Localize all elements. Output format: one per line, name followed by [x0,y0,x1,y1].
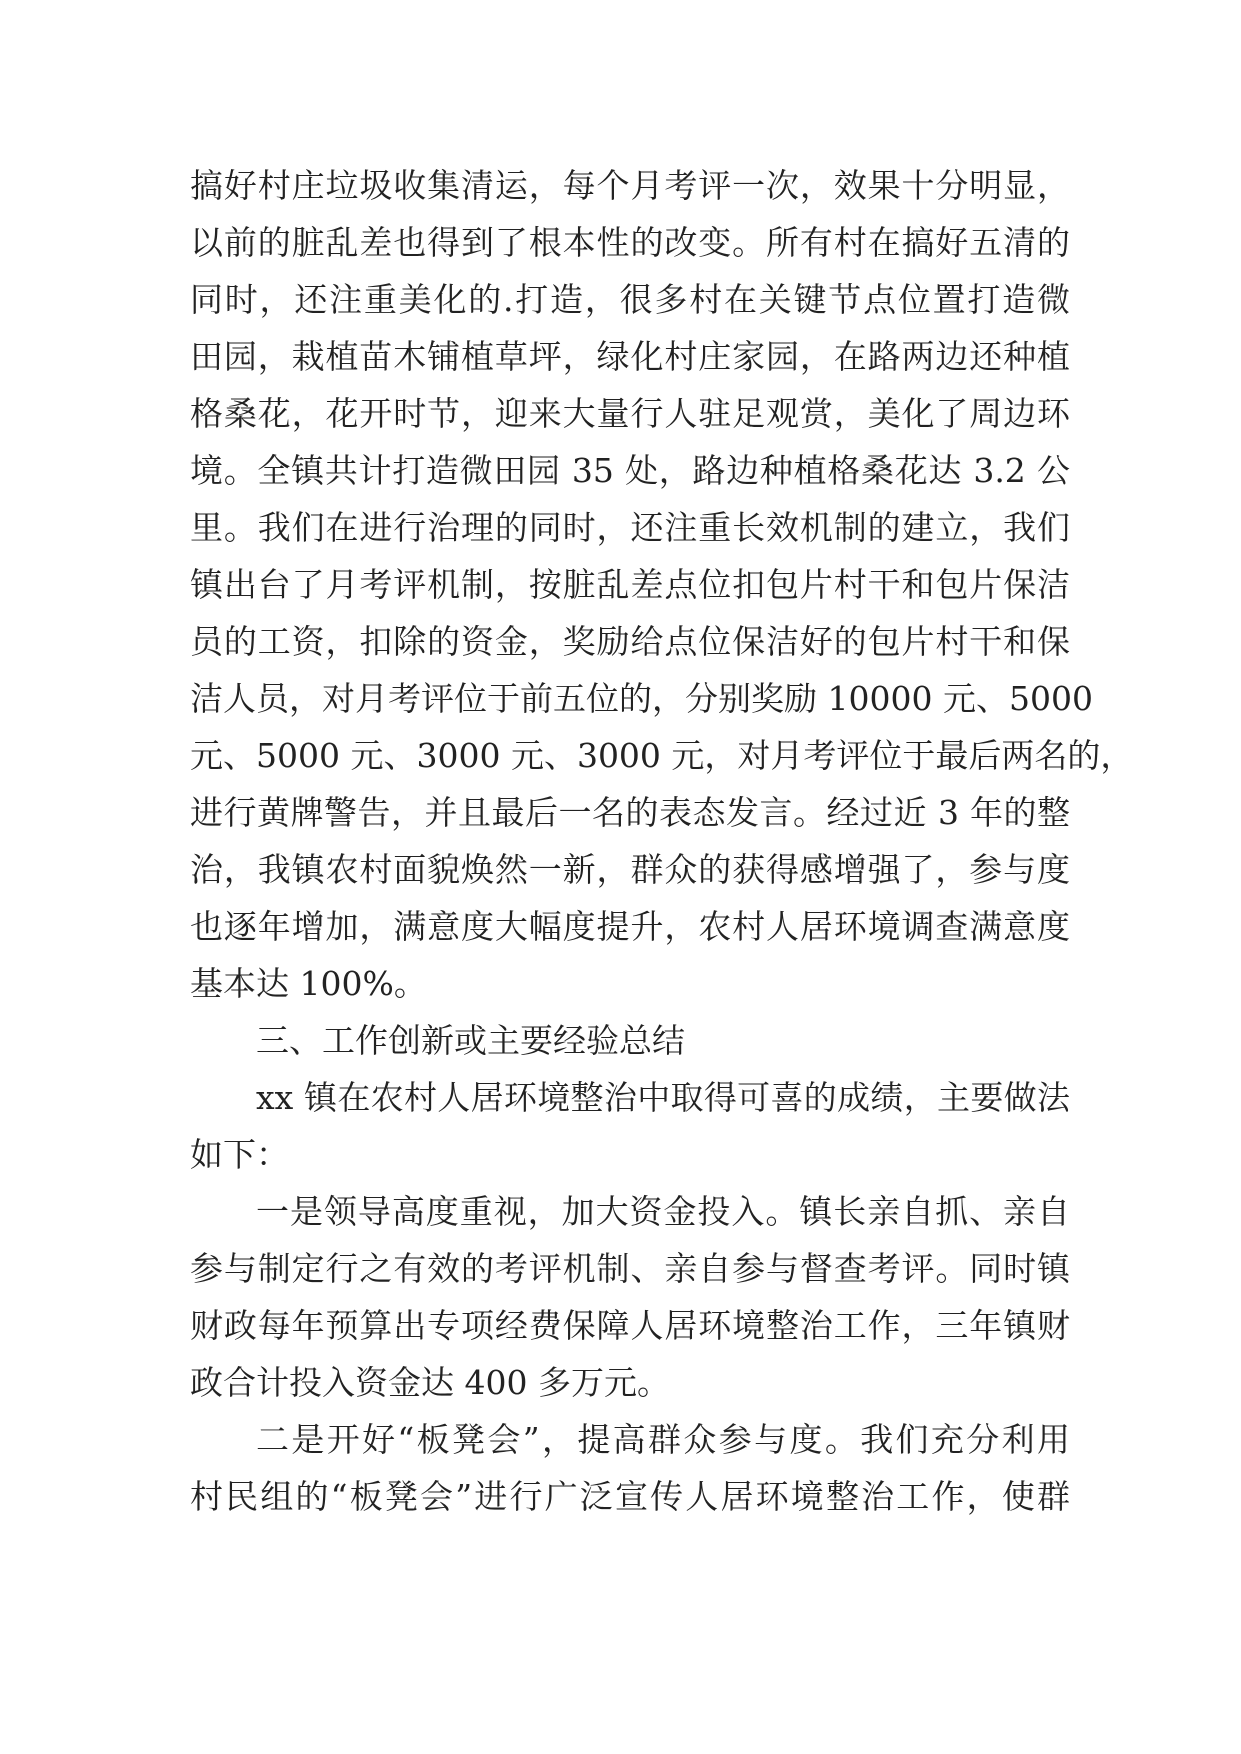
text-line: 如下： [190,1135,289,1174]
text-line: 格桑花，花开时节，迎来大量行人驻足观赏，美化了周边环 [190,394,1070,433]
text-line: 境。全镇共计打造微田园 35 处，路边种植格桑花达 3.2 公 [190,451,1070,490]
text-line: 也逐年增加，满意度大幅度提升，农村人居环境调查满意度 [190,907,1070,946]
text-line: 同时，还注重美化的.打造，很多村在关键节点位置打造微 [190,280,1070,319]
text-line: 里。我们在进行治理的同时，还注重长效机制的建立，我们 [190,508,1070,547]
text-line: 政合计投入资金达 400 多万元。 [190,1363,670,1402]
text-line: xx 镇在农村人居环境整治中取得可喜的成绩，主要做法 [256,1078,1070,1117]
text-line: 财政每年预算出专项经费保障人居环境整治工作，三年镇财 [190,1306,1070,1345]
body-text [190,157,1134,1525]
text-line: 村民组的“板凳会”进行广泛宣传人居环境整治工作，使群 [190,1477,1070,1516]
text-line: 镇出台了月考评机制，按脏乱差点位扣包片村干和包片保洁 [190,565,1070,604]
text-line: 治，我镇农村面貌焕然一新，群众的获得感增强了，参与度 [190,850,1070,889]
text-line: 搞好村庄垃圾收集清运，每个月考评一次，效果十分明显， [190,166,1070,205]
text-line: 田园，栽植苗木铺植草坪，绿化村庄家园，在路两边还种植 [190,337,1070,376]
text-line: 员的工资，扣除的资金，奖励给点位保洁好的包片村干和保 [190,622,1070,661]
text-line: 进行黄牌警告，并且最后一名的表态发言。经过近 3 年的整 [190,793,1070,832]
text-line: 参与制定行之有效的考评机制、亲自参与督查考评。同时镇 [190,1249,1070,1288]
text-line: 元、5000 元、3000 元、3000 元，对月考评位于最后两名的， [190,736,1134,775]
text-line: 二是开好“板凳会”，提高群众参与度。我们充分利用 [256,1420,1070,1459]
text-line: 以前的脏乱差也得到了根本性的改变。所有村在搞好五清的 [190,223,1070,262]
text-line: 三、工作创新或主要经验总结 [256,1021,685,1060]
text-line: 一是领导高度重视，加大资金投入。镇长亲自抓、亲自 [256,1192,1070,1231]
text-line: 基本达 100%。 [190,964,427,1003]
text-line: 洁人员，对月考评位于前五位的，分别奖励 10000 元、5000 [190,679,1093,718]
